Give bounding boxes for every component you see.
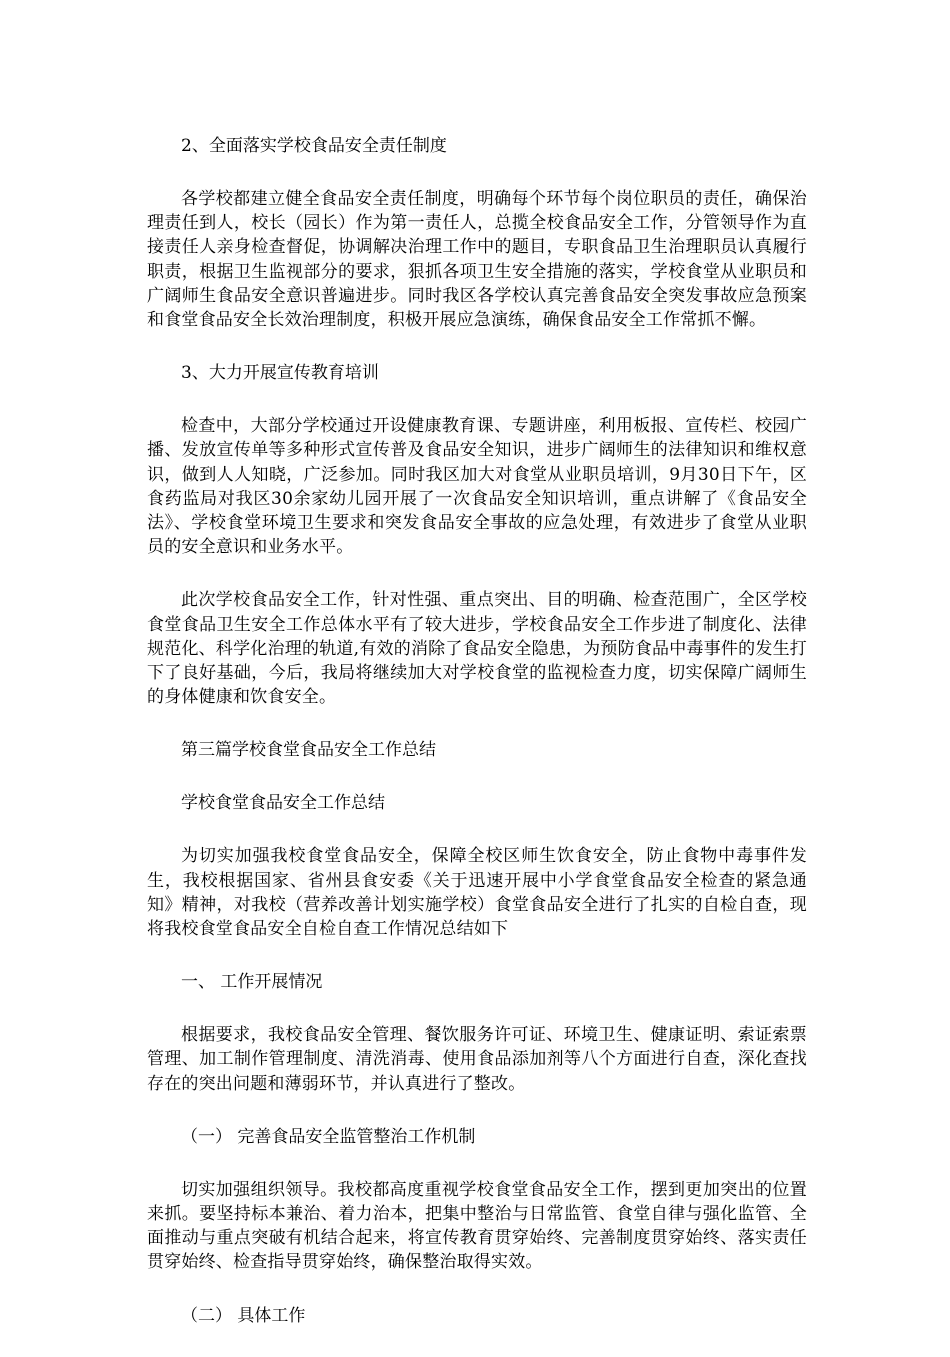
paragraph-intro: 为切实加强我校食堂食品安全，保障全校区师生饮食安全，防止食物中毒事件发生，我校根据国家、省州县食安委《关于迅速开展中小学食堂食品安全检查的紧急通知》精神，对我校（营养改善计划实施学校）食堂食品安全进行了扎实的自检自查，现将我校食堂食品安全自检自查工作情况总结如下 [147,846,807,940]
subsection-heading-mechanism: （一） 完善食品安全监管整治工作机制 [181,1126,476,1147]
section-heading-training: 3、大力开展宣传教育培训 [181,363,379,384]
paragraph-conclusion: 此次学校食品安全工作，针对性强、重点突出、目的明确、检查范围广，全区学校食堂食品卫生安全工作总体水平有了较大进步，学校食品安全工作步进了制度化、法律规范化、科学化治理的轨道,有效的消除了食品安全隐患，为预防食品中毒事件的发生打下了良好基础，今后，我局将继续加大对学校食堂的监视检查力度，切实保障广阔师生的身体健康和饮食安全。 [147,590,807,708]
section-heading-responsibility: 2、全面落实学校食品安全责任制度 [181,136,447,156]
section-heading-work-status: 一、 工作开展情况 [181,972,323,993]
paragraph-leadership: 切实加强组织领导。我校都高度重视学校食堂食品安全工作，摆到更加突出的位置来抓。要坚持标本兼治、着力治本，把集中整治与日常监管、食堂自律与强化监管、全面推动与重点突破有机结合起来，将宣传教育贯穿始终、完善制度贯穿始终、落实责任贯穿始终、检查指导贯穿始终，确保整治取得实效。 [147,1179,807,1273]
paragraph-training: 检查中，大部分学校通过开设健康教育课、专题讲座，利用板报、宣传栏、校园广播、发放宣传单等多种形式宣传普及食品安全知识，进步广阔师生的法律知识和维权意识，做到人人知晓，广泛参加。同时我区加大对食堂从业职员培训，9月30日下午，区食药监局对我区30余家幼儿园开展了一次食品安全知识培训，重点讲解了《食品安全法》、学校食堂环境卫生要求和突发食品安全事故的应急处理，有效进步了食堂从业职员的安全意识和业务水平。 [147,416,807,558]
paragraph-self-inspection: 根据要求，我校食品安全管理、餐饮服务许可证、环境卫生、健康证明、索证索票管理、加工制作管理制度、清洗消毒、使用食品添加剂等八个方面进行自查，深化查找存在的突出问题和薄弱环节，并认真进行了整改。 [147,1025,807,1094]
subsection-heading-specific-work: （二） 具体工作 [181,1305,306,1326]
document-body [147,134,807,1357]
article-title-third: 第三篇学校食堂食品安全工作总结 [181,740,436,761]
article-subtitle: 学校食堂食品安全工作总结 [181,793,385,814]
paragraph-responsibility: 各学校都建立健全食品安全责任制度，明确每个环节每个岗位职员的责任，确保治理责任到人，校长（园长）作为第一责任人，总揽全校食品安全工作，分管领导作为直接责任人亲身检查督促，协调解决治理工作中的题目，专职食品卫生治理职员认真履行职责，根据卫生监视部分的要求，狠抓各项卫生安全措施的落实，学校食堂从业职员和广阔师生食品安全意识普遍进步。同时我区各学校认真完善食品安全突发事故应急预案和食堂食品安全长效治理制度，积极开展应急演练，确保食品安全工作常抓不懈。 [147,189,807,331]
